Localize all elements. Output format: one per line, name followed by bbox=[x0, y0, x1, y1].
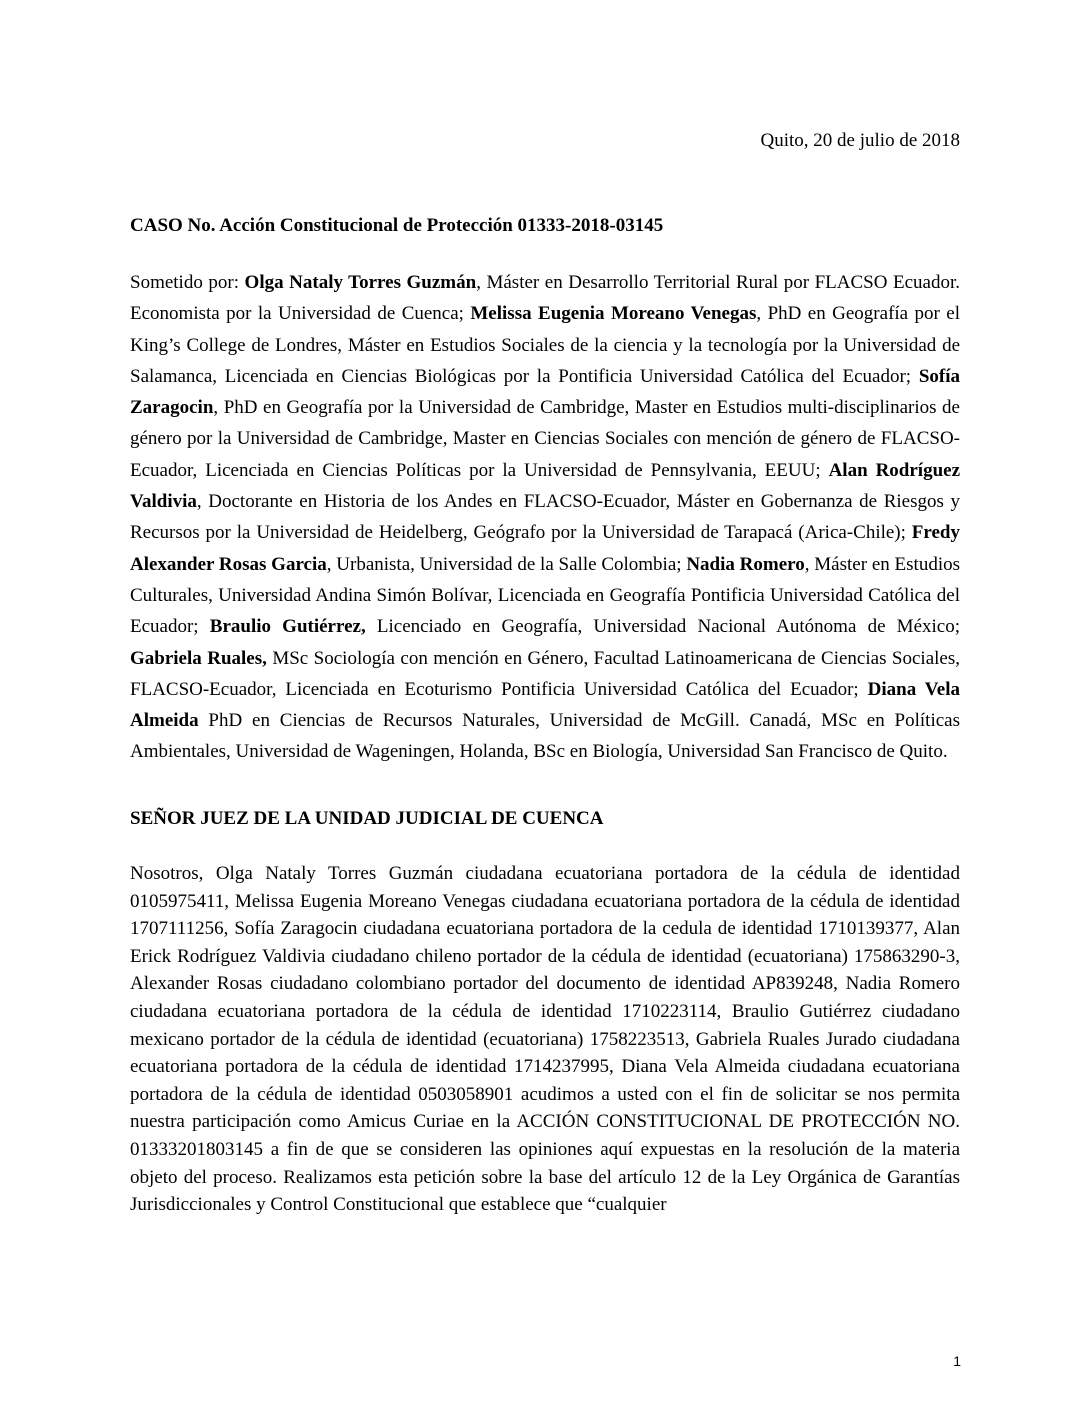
signatory-credentials: Sometido por: bbox=[130, 272, 245, 293]
signatory-credentials: MSc Sociología con mención en Género, Facultad Latinoamericana de Ciencias Sociales, FLACSO-Ecuador, Licenciada en Ecoturismo Pontificia Universidad Católica del Ecuador; bbox=[130, 647, 960, 700]
signatory-credentials: , Máster en Desarrollo Territorial Rural por FLACSO Ecuador. Economista por la Universidad de Cuenca; bbox=[130, 272, 960, 325]
signatory-name: Gabriela Ruales, bbox=[130, 647, 267, 669]
signatory-credentials: Licenciado en Geografía, Universidad Nacional Autónoma de México; bbox=[365, 616, 960, 638]
signatory-credentials: , Máster en Estudios Culturales, Universidad Andina Simón Bolívar, Licenciada en Geografía Pontificia Universidad Católica del Ecuador; bbox=[130, 553, 960, 638]
case-title: CASO No. Acción Constitucional de Protección 01333-2018-03145 bbox=[130, 215, 664, 236]
signatory-credentials: , Doctorante en Historia de los Andes en FLACSO-Ecuador, Máster en Gobernanza de Riesgos y Recursos por la Universidad de Heidelberg, Geógrafo por la Universidad de Tarapacá (Arica-Chile); bbox=[130, 491, 960, 544]
signatory-credentials: , PhD en Geografía por el King’s College de Londres, Máster en Estudios Sociales de la ciencia y la tecnología por la Universidad de Salamanca, Licenciada en Ciencias Biológicas por la Pontificia Universidad Católica del Ecuador; bbox=[130, 303, 961, 387]
addressee-heading: SEÑOR JUEZ DE LA UNIDAD JUDICIAL DE CUENCA bbox=[130, 808, 604, 829]
signatory-name: Melissa Eugenia Moreano Venegas bbox=[470, 303, 757, 325]
signatory-name: Alan Rodríguez Valdivia bbox=[130, 459, 960, 513]
signatory-credentials: , Urbanista, Universidad de la Salle Colombia; bbox=[326, 553, 687, 575]
signatory-name: Olga Nataly Torres Guzmán bbox=[244, 272, 477, 293]
signatory-credentials: PhD en Ciencias de Recursos Naturales, Universidad de McGill. Canadá, MSc en Políticas Ambientales, Universidad de Wageningen, Holanda, BSc en Biología, Universidad San Francisco de Quito. bbox=[130, 710, 960, 763]
body-paragraph: Nosotros, Olga Nataly Torres Guzmán ciudadana ecuatoriana portadora de la cédula de identidad 0105975411, Melissa Eugenia Moreano Venegas ciudadana ecuatoriana portadora de la cédula de identidad 1707111256, Sofía Zaragocin ciudadana ecuatoriana portadora de la cedula de identidad 1710139377, Alan Erick Rodríguez Valdivia ciudadano chileno portador de la cédula de identidad (ecuatoriana) 175863290-3, Alexander Rosas ciudadano colombiano portador del documento de identidad AP839248, Nadia Romero ciudadana ecuatoriana portadora de la cédula de identidad 1710223114, Braulio Gutiérrez ciudadano mexicano portador de la cédula de identidad (ecuatoriana) 1758223513, Gabriela Ruales Jurado ciudadana ecuatoriana portadora de la cédula de identidad 1714237995, Diana Vela Almeida ciudadana ecuatoriana portadora de la cédula de identidad 0503058901 acudimos a usted con el fin de solicitar se nos permita nuestra participación como Amicus Curiae en la ACCIÓN CONSTITUCIONAL DE PROTECCIÓN NO. 01333201803145 a fin de que se consideren las opiniones aquí expuestas en la resolución de la materia objeto del proceso. Realizamos esta petición sobre la base del artículo 12 de la Ley Orgánica de Garantías Jurisdiccionales y Control Constitucional que establece que “cualquier bbox=[130, 863, 960, 1216]
submitted-by-paragraph bbox=[130, 267, 960, 768]
page-number: 1 bbox=[953, 1353, 961, 1369]
signatory-name: Sofía Zaragocin bbox=[130, 365, 960, 419]
signatory-name: Braulio Gutiérrez, bbox=[209, 616, 366, 638]
signatory-name: Fredy Alexander Rosas Garcia bbox=[130, 522, 960, 575]
signatory-credentials: , PhD en Geografía por la Universidad de Cambridge, Master en Estudios multi-disciplinarios de género por la Universidad de Cambridge, Master en Ciencias Sociales con mención de género de FLACSO-Ecuador, Licenciada en Ciencias Políticas por la Universidad de Pennsylvania, EEUU; bbox=[130, 397, 960, 481]
signatory-name: Nadia Romero bbox=[686, 553, 805, 575]
document-date: Quito, 20 de julio de 2018 bbox=[760, 130, 960, 151]
signatory-name: Diana Vela Almeida bbox=[130, 678, 960, 732]
